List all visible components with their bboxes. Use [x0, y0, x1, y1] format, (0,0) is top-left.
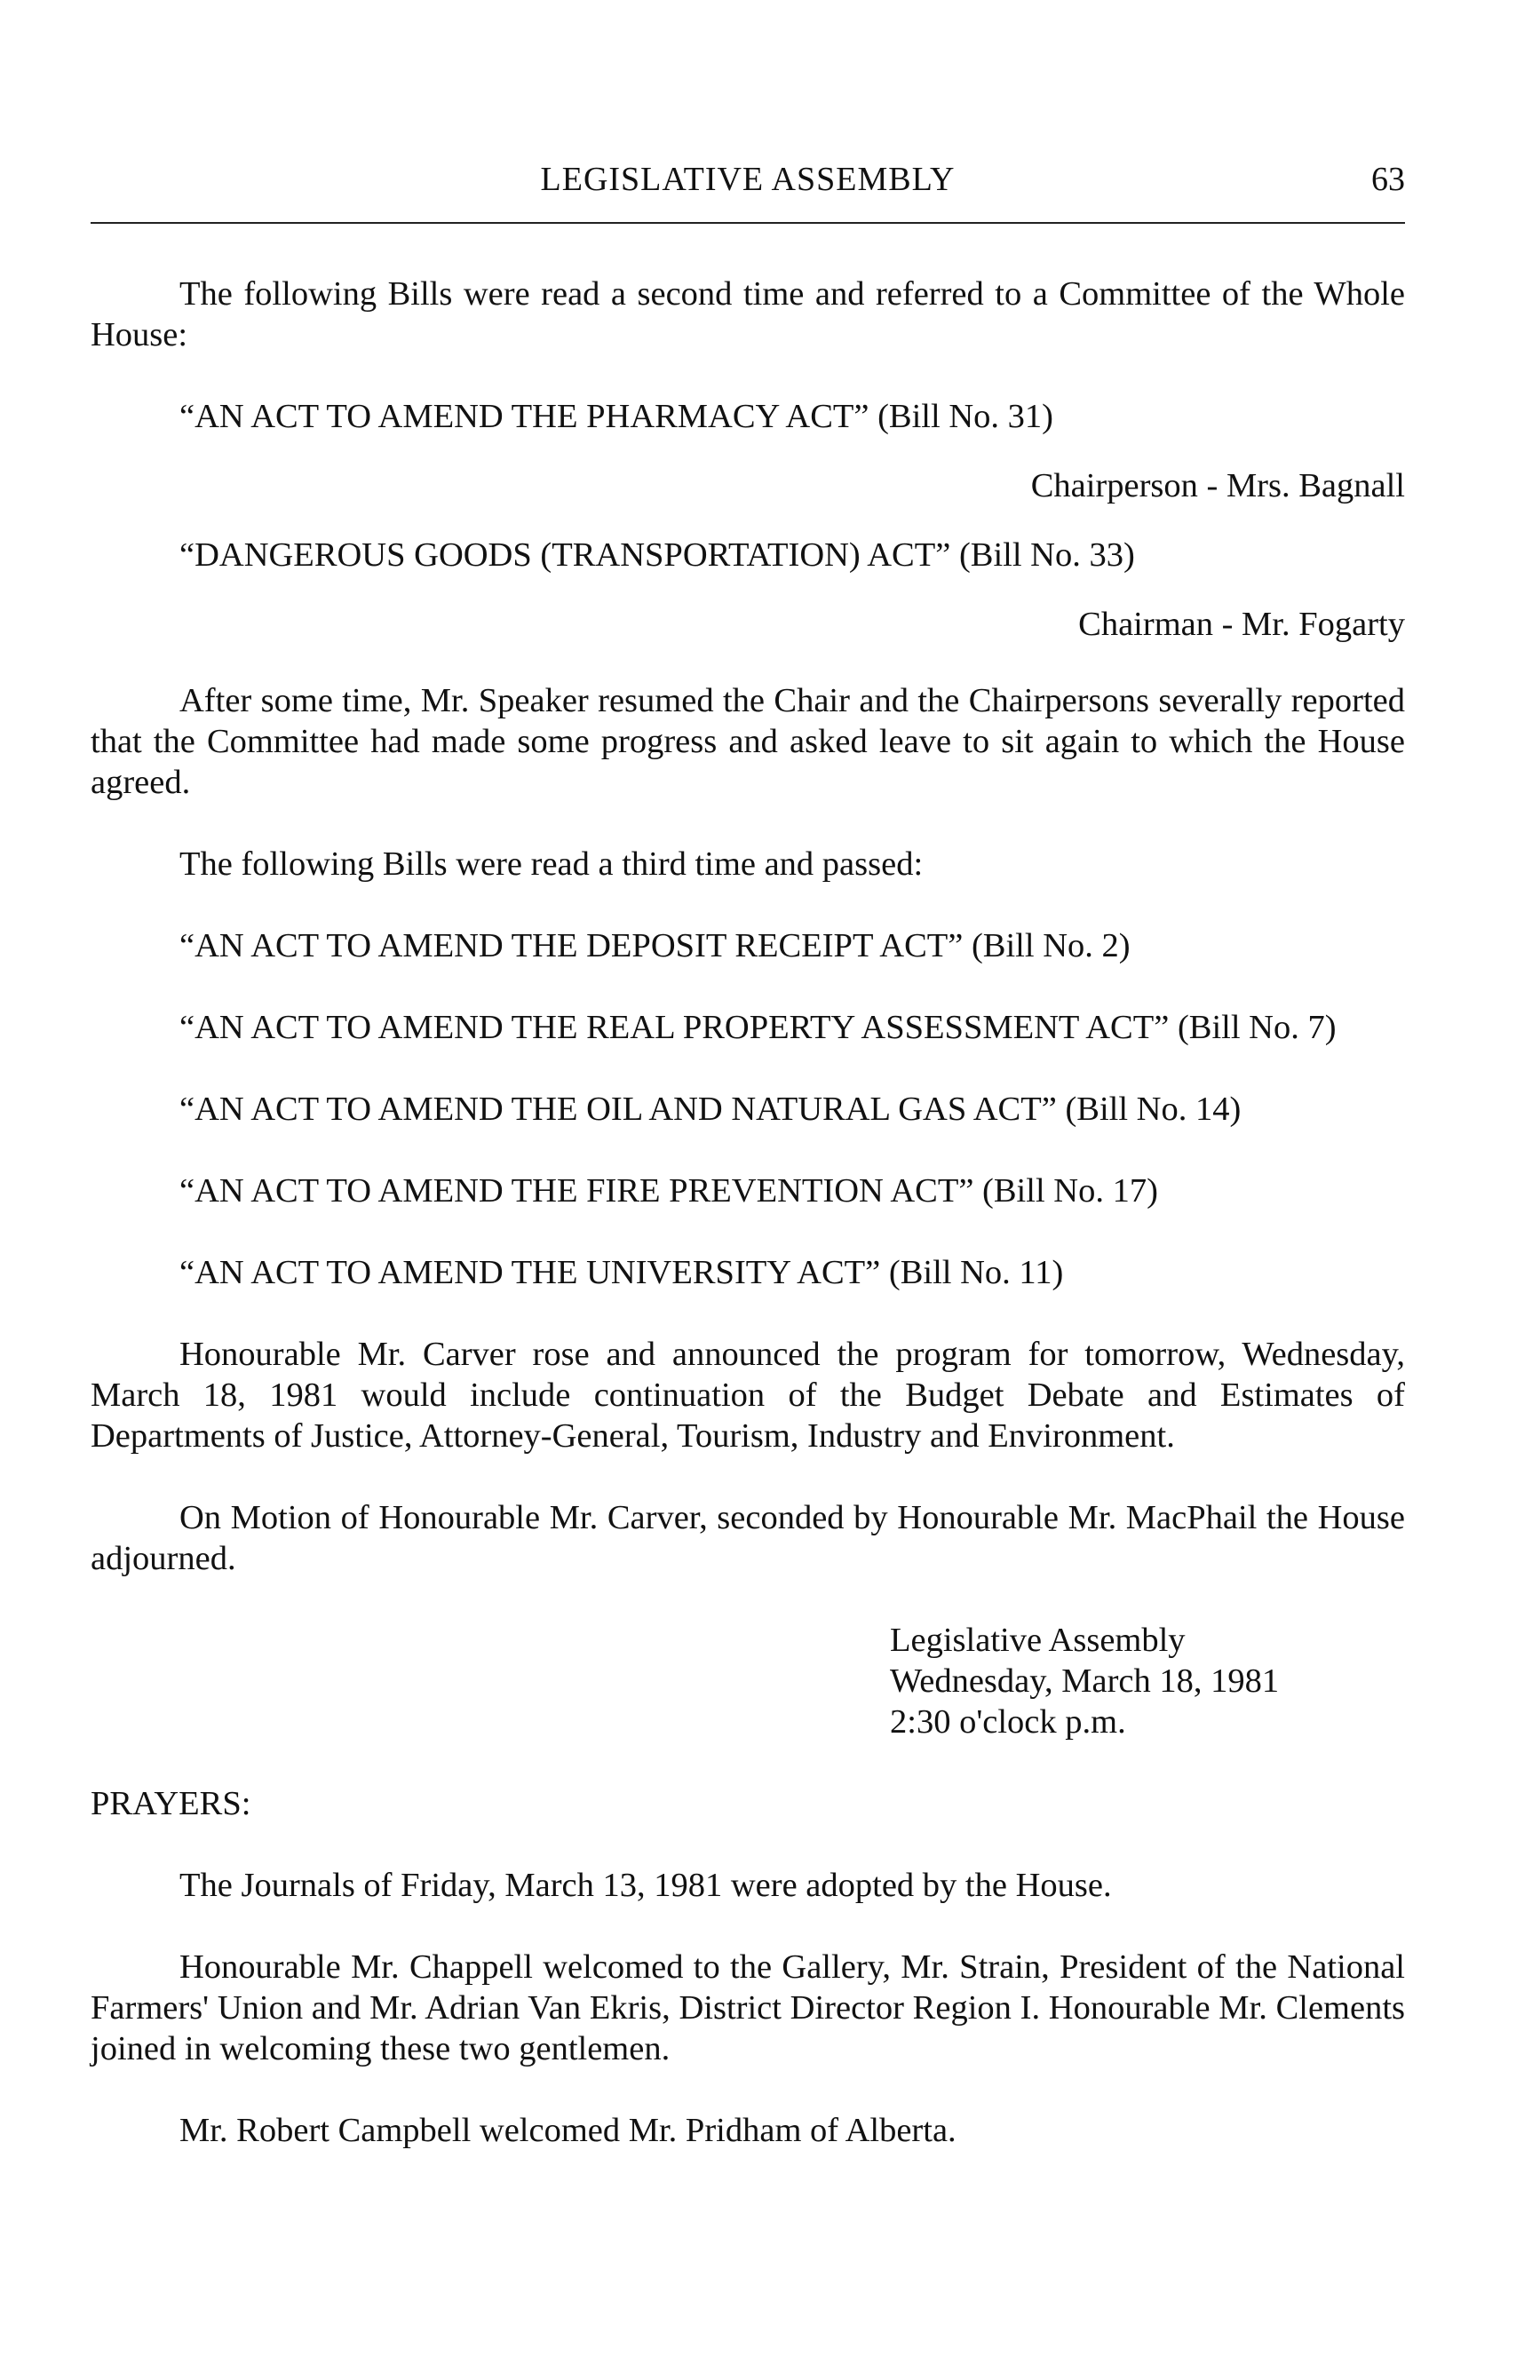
page-title: LEGISLATIVE ASSEMBLY [540, 161, 956, 198]
adjournment-motion: On Motion of Honourable Mr. Carver, seconded by Honourable Mr. MacPhail the House adjourned. [91, 1499, 1405, 1577]
journals-adopted: The Journals of Friday, March 13, 1981 were adopted by the House. [179, 1867, 1112, 1904]
prayers-heading: PRAYERS: [91, 1785, 251, 1822]
page-number: 63 [1371, 161, 1405, 198]
third-reading-intro: The following Bills were read a third time and passed: [179, 845, 924, 883]
header-rule [91, 222, 1405, 224]
bill-university-act: “AN ACT TO AMEND THE UNIVERSITY ACT” (Bill No. 11) [179, 1254, 1064, 1291]
bill-fire-prevention-act: “AN ACT TO AMEND THE FIRE PREVENTION ACT” (Bill No. 17) [179, 1172, 1158, 1210]
committee-report: After some time, Mr. Speaker resumed the Chair and the Chairpersons severally reported that the Committee had made some progress and asked leave to sit again to which the House agreed. [91, 682, 1405, 801]
bill-deposit-receipt-act: “AN ACT TO AMEND THE DEPOSIT RECEIPT ACT” (Bill No. 2) [179, 927, 1131, 964]
bill-pharmacy-act: “AN ACT TO AMEND THE PHARMACY ACT” (Bill No. 31) [179, 398, 1053, 435]
bill-real-property-assessment-act: “AN ACT TO AMEND THE REAL PROPERTY ASSESSMENT ACT” (Bill No. 7) [179, 1009, 1337, 1046]
sitting-date: Wednesday, March 18, 1981 [890, 1662, 1280, 1700]
bill-oil-natural-gas-act: “AN ACT TO AMEND THE OIL AND NATURAL GAS ACT” (Bill No. 14) [179, 1091, 1242, 1128]
sitting-time: 2:30 o'clock p.m. [890, 1703, 1126, 1741]
running-head [91, 160, 1405, 213]
program-announcement: Honourable Mr. Carver rose and announced the program for tomorrow, Wednesday, March 18, 1981 would include continuation of the Budget Debate and Estimates of Departments of Justice, Attorney-General, Tourism, Industry and Environment. [91, 1336, 1405, 1455]
sitting-dateline [890, 1620, 1405, 1742]
second-reading-intro: The following Bills were read a second time and referred to a Committee of the Whole House: [91, 275, 1405, 353]
journal-body [91, 274, 1405, 2151]
chairman-fogarty: Chairman - Mr. Fogarty [1078, 606, 1405, 643]
gallery-welcome: Honourable Mr. Chappell welcomed to the Gallery, Mr. Strain, President of the National Farmers' Union and Mr. Adrian Van Ekris, District Director Region I. Honourable Mr. Clements joined in welcoming these two gentlemen. [91, 1948, 1405, 2067]
chairperson-bagnall: Chairperson - Mrs. Bagnall [1030, 467, 1405, 504]
bill-dangerous-goods-act: “DANGEROUS GOODS (TRANSPORTATION) ACT” (Bill No. 33) [179, 536, 1135, 574]
campbell-welcome: Mr. Robert Campbell welcomed Mr. Pridham of Alberta. [179, 2112, 957, 2149]
sitting-place: Legislative Assembly [890, 1622, 1186, 1659]
